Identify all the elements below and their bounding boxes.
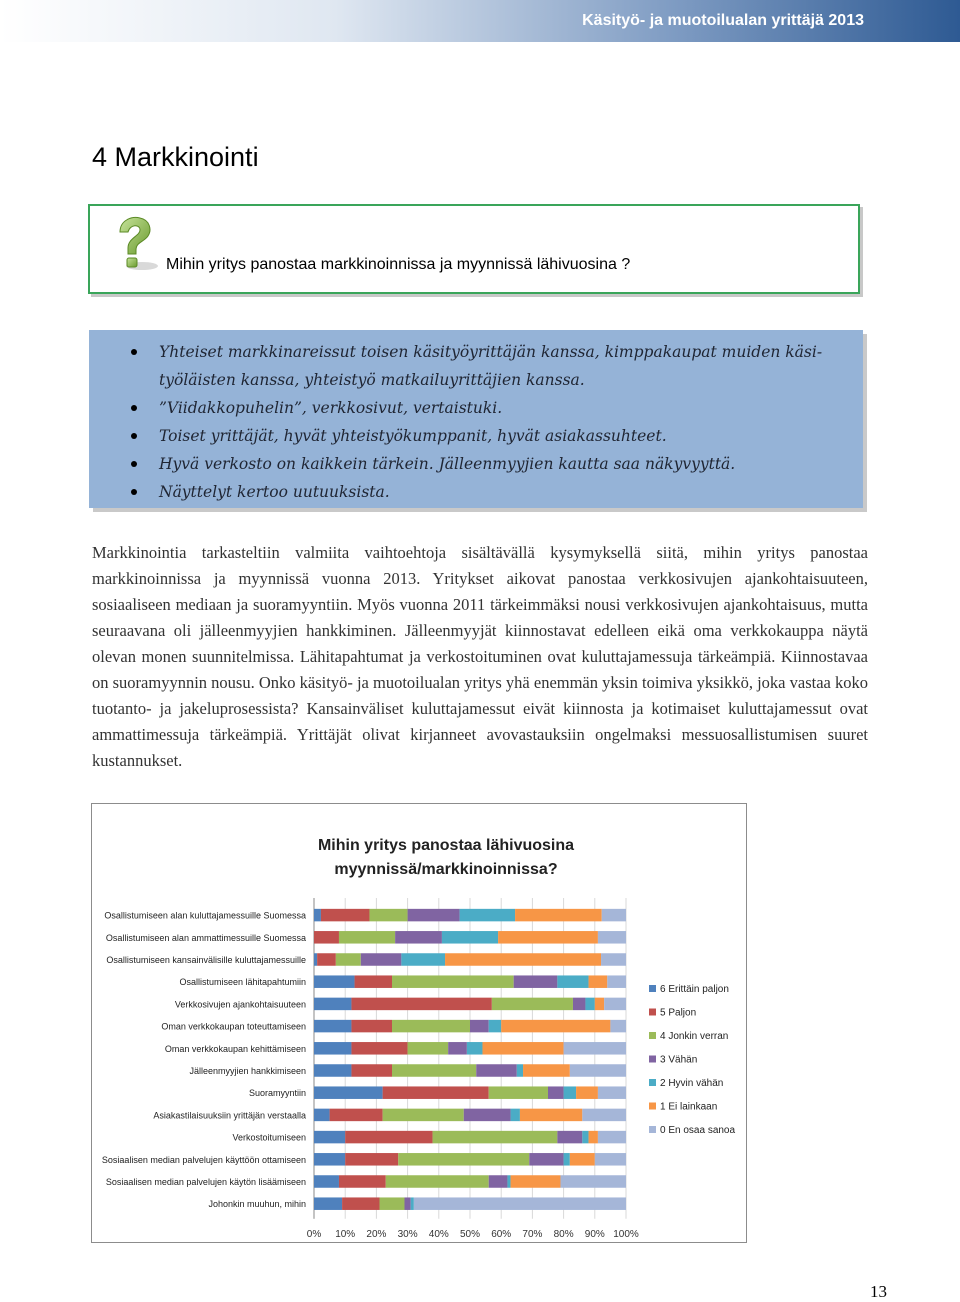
- bar-segment: [610, 1020, 626, 1033]
- bar-segment: [445, 953, 601, 966]
- bar-segment: [511, 1175, 561, 1188]
- bar-segment: [401, 953, 445, 966]
- bar-segment: [314, 1131, 345, 1144]
- bar-segment: [548, 1086, 564, 1099]
- legend-label: 4 Jonkin verran: [660, 1031, 729, 1042]
- bar-segment: [515, 909, 602, 922]
- bar-segment: [314, 1086, 383, 1099]
- bar-segment: [564, 1086, 576, 1099]
- bar-segment: [595, 1153, 626, 1166]
- bar-segment: [383, 1086, 489, 1099]
- bar-segment: [489, 1020, 501, 1033]
- question-box: [88, 204, 860, 294]
- chart-frame: [91, 803, 747, 1243]
- bar-segment: [392, 1020, 470, 1033]
- bar-segment: [492, 998, 573, 1011]
- x-tick-label: 90%: [584, 1228, 605, 1240]
- legend-swatch: [649, 1103, 656, 1110]
- bar-segment: [529, 1153, 563, 1166]
- bar-segment: [351, 1020, 392, 1033]
- bar-segment: [351, 1042, 407, 1055]
- bar-segment: [336, 953, 361, 966]
- bar-segment: [408, 1042, 449, 1055]
- bar-segment: [314, 1020, 351, 1033]
- bar-segment: [520, 1109, 582, 1122]
- bar-segment: [582, 1131, 588, 1144]
- x-tick-label: 80%: [553, 1228, 574, 1240]
- category-label: Osallistumiseen kansainvälisille kuluttajamessuille: [106, 955, 306, 965]
- bar-segment: [598, 1086, 626, 1099]
- bar-segment: [489, 1175, 508, 1188]
- bar-segment: [464, 1109, 511, 1122]
- bar-segment: [467, 1042, 483, 1055]
- bar-segment: [489, 1086, 548, 1099]
- list-item-text: Hyvä verkosto on kaikkein tärkein. Jälleenmyyjien kautta saa näkyvyyttä.: [159, 455, 736, 473]
- legend-swatch: [649, 1009, 656, 1016]
- bar-segment: [598, 931, 626, 944]
- legend-label: 0 En osaa sanoa: [660, 1125, 736, 1136]
- quote-bullet-list: [159, 338, 849, 506]
- category-label: Verkkosivujen ajankohtaisuuteen: [174, 999, 306, 1010]
- legend-label: 3 Vähän: [660, 1054, 698, 1066]
- bar-segment: [314, 1064, 351, 1077]
- x-tick-label: 0%: [306, 1228, 322, 1240]
- legend-label: 2 Hyvin vähän: [660, 1078, 724, 1089]
- bar-segment: [386, 1175, 489, 1188]
- bar-segment: [498, 931, 598, 944]
- bar-segment: [507, 1175, 510, 1188]
- legend-label: 1 Ei lainkaan: [660, 1101, 718, 1113]
- list-item: [159, 394, 849, 422]
- bar-segment: [339, 931, 395, 944]
- category-label: Suoramyyntiin: [248, 1088, 306, 1099]
- x-tick-label: 40%: [428, 1228, 449, 1240]
- x-tick-label: 20%: [366, 1228, 387, 1240]
- bar-segment: [383, 1109, 464, 1122]
- bar-segment: [339, 1175, 386, 1188]
- page-number: 13: [870, 1282, 887, 1301]
- bar-segment: [511, 1109, 520, 1122]
- list-item-text: Toiset yrittäjät, hyvät yhteistyökumppanit, hyvät asiakassuhteet.: [159, 427, 667, 445]
- bar-segment: [602, 909, 626, 922]
- category-label: Osallistumiseen alan ammattimessuille Suomessa: [105, 932, 306, 943]
- bar-segment: [573, 998, 585, 1011]
- category-label: Oman verkkokaupan toteuttamiseen: [161, 1021, 306, 1032]
- x-tick-label: 10%: [335, 1228, 356, 1240]
- bar-segment: [314, 1175, 339, 1188]
- bar-segment: [501, 1020, 610, 1033]
- bar-segment: [355, 975, 392, 988]
- bar-segment: [570, 1064, 626, 1077]
- legend-label: 6 Erittäin paljon: [660, 984, 729, 995]
- x-tick-label: 70%: [522, 1228, 543, 1240]
- legend-swatch: [649, 1032, 656, 1039]
- body-paragraph: Markkinointia tarkasteltiin valmiita vaihtoehtoja sisältävällä kysymyksellä siitä, mihin yritys panostaa markkinoinnissa ja myynnissä vuonna 2013. Yritykset aikovat panostaa verkkosivujen ajankohtaisuuteen, sosiaaliseen mediaan ja suoramyyntiin. Myös vuonna 2011 tärkeimmäksi nousi verkkosivujen ajankohtaisuus, mutta seuraavana oli jälleenmyyjien hankkiminen. Jälleenmyyjät kiinnostavat edelleen eikä oma verkkokauppa näytä olevan monen suunnitelmissa. Lähitapahtumat ja verkostoituminen ovat kuluttajamessuja tärkeämpiä. Kiinnostavaa on suoramyynnin nousu. Onko käsityö- ja muotoilualan yritys yhä enemmän yksin toimiva yksikkö, joka vastaa koko tuotanto- ja jakeluprosessista? Kansainväliset kuluttajamessut eivät kiinnosta ja kotimaiset kuluttajamessut ovat ammattimessuja tärkeämpiä. Yrittäjät olivat kirjanneet avovastauksiin ongelmaksi messuosallistumisen suuret kustannukset.: [92, 543, 868, 770]
- bar-segment: [314, 975, 355, 988]
- bar-segment: [557, 975, 588, 988]
- bar-segment: [595, 998, 604, 1011]
- category-label: Sosiaalisen median palvelujen käyttöön ottamiseen: [101, 1154, 306, 1165]
- x-tick-label: 50%: [459, 1228, 481, 1240]
- bar-segment: [314, 1109, 330, 1122]
- bar-segment: [476, 1064, 517, 1077]
- bar-segment: [408, 909, 460, 922]
- bar-segment: [470, 1020, 489, 1033]
- x-tick-label: 60%: [491, 1228, 512, 1240]
- bar-segment: [369, 909, 407, 922]
- category-label: Jälleenmyyjien hankkimiseen: [189, 1066, 306, 1076]
- bar-segment: [317, 953, 336, 966]
- bar-segment: [564, 1042, 626, 1055]
- category-label: Osallistumiseen lähitapahtumiin: [179, 977, 306, 988]
- legend-swatch: [649, 1079, 656, 1086]
- bar-segment: [314, 1197, 342, 1210]
- x-tick-label: 100%: [613, 1228, 639, 1240]
- bar-segment: [601, 953, 626, 966]
- bar-segment: [482, 1042, 563, 1055]
- bar-segment: [448, 1042, 467, 1055]
- bar-segment: [411, 1197, 414, 1210]
- bar-segment: [404, 1197, 410, 1210]
- quote-bullet-box: [89, 330, 863, 508]
- list-item: [159, 478, 849, 506]
- list-item: [159, 450, 849, 478]
- bar-segment: [314, 931, 339, 944]
- legend-label: 5 Paljon: [660, 1007, 697, 1019]
- section-title: 4 Markkinointi: [92, 142, 259, 172]
- bar-segment: [398, 1153, 529, 1166]
- bar-segment: [557, 1131, 582, 1144]
- question-mark-icon: [106, 214, 162, 272]
- chart-title-line2: myynnissä/markkinoinnissa?: [334, 861, 558, 878]
- list-item: [159, 338, 849, 394]
- list-item-text-continued: työläisten kanssa, yhteistyö matkailuyrittäjien kanssa.: [159, 371, 585, 389]
- bar-segment: [589, 1131, 598, 1144]
- bar-segment: [585, 998, 594, 1011]
- list-item-text: Näyttelyt kertoo uutuuksista.: [159, 483, 390, 501]
- bar-segment: [380, 1197, 405, 1210]
- category-label: Asiakastilaisuuksiin yrittäjän verstaalla: [153, 1110, 306, 1121]
- bar-segment: [345, 1131, 432, 1144]
- stacked-bar-chart: [92, 804, 746, 1242]
- bar-segment: [314, 953, 317, 966]
- bar-segment: [395, 931, 442, 944]
- bar-segment: [351, 1064, 392, 1077]
- bar-segment: [576, 1086, 598, 1099]
- legend-swatch: [649, 985, 656, 992]
- category-label: Osallistumiseen alan kuluttajamessuille Suomessa: [104, 910, 306, 921]
- legend-swatch: [649, 1126, 656, 1133]
- bar-segment: [514, 975, 558, 988]
- list-item: [159, 422, 849, 450]
- bar-segment: [330, 1109, 383, 1122]
- bar-segment: [589, 975, 608, 988]
- category-label: Sosiaalisen median palvelujen käytön lisäämiseen: [105, 1177, 306, 1187]
- bar-segment: [314, 1042, 351, 1055]
- bar-segment: [517, 1064, 523, 1077]
- category-label: Johonkin muuhun, mihin: [208, 1199, 306, 1210]
- bar-segment: [560, 1175, 626, 1188]
- running-header-title: Käsityö- ja muotoilualan yrittäjä 2013: [582, 12, 864, 29]
- bar-segment: [607, 975, 626, 988]
- legend-swatch: [649, 1056, 656, 1063]
- bar-segment: [414, 1197, 626, 1210]
- bar-segment: [570, 1153, 595, 1166]
- bar-segment: [314, 998, 351, 1011]
- question-text: Mihin yritys panostaa markkinoinnissa ja myynnissä lähivuosina ?: [166, 256, 631, 273]
- bar-segment: [442, 931, 498, 944]
- chart-title-line1: Mihin yritys panostaa lähivuosina: [317, 837, 575, 854]
- bar-segment: [392, 975, 514, 988]
- bar-segment: [392, 1064, 476, 1077]
- bar-segment: [460, 909, 515, 922]
- bar-segment: [523, 1064, 570, 1077]
- bar-segment: [564, 1153, 570, 1166]
- bar-segment: [345, 1153, 398, 1166]
- bar-segment: [604, 998, 626, 1011]
- bar-segment: [351, 998, 491, 1011]
- list-item-text: ”Viidakkopuhelin”, verkkosivut, vertaistuki.: [159, 399, 503, 417]
- category-label: Verkostoitumiseen: [232, 1132, 306, 1143]
- bar-segment: [433, 1131, 558, 1144]
- list-item-text: Yhteiset markkinareissut toisen käsityöyrittäjän kanssa, kimppakaupat muiden käsi-: [159, 343, 823, 361]
- bar-segment: [321, 909, 370, 922]
- category-label: Oman verkkokaupan kehittämiseen: [164, 1043, 306, 1054]
- bar-segment: [314, 1153, 345, 1166]
- bar-segment: [598, 1131, 626, 1144]
- x-tick-label: 30%: [397, 1228, 418, 1240]
- bar-segment: [342, 1197, 379, 1210]
- bar-segment: [314, 909, 321, 922]
- bar-segment: [361, 953, 402, 966]
- bar-segment: [582, 1109, 626, 1122]
